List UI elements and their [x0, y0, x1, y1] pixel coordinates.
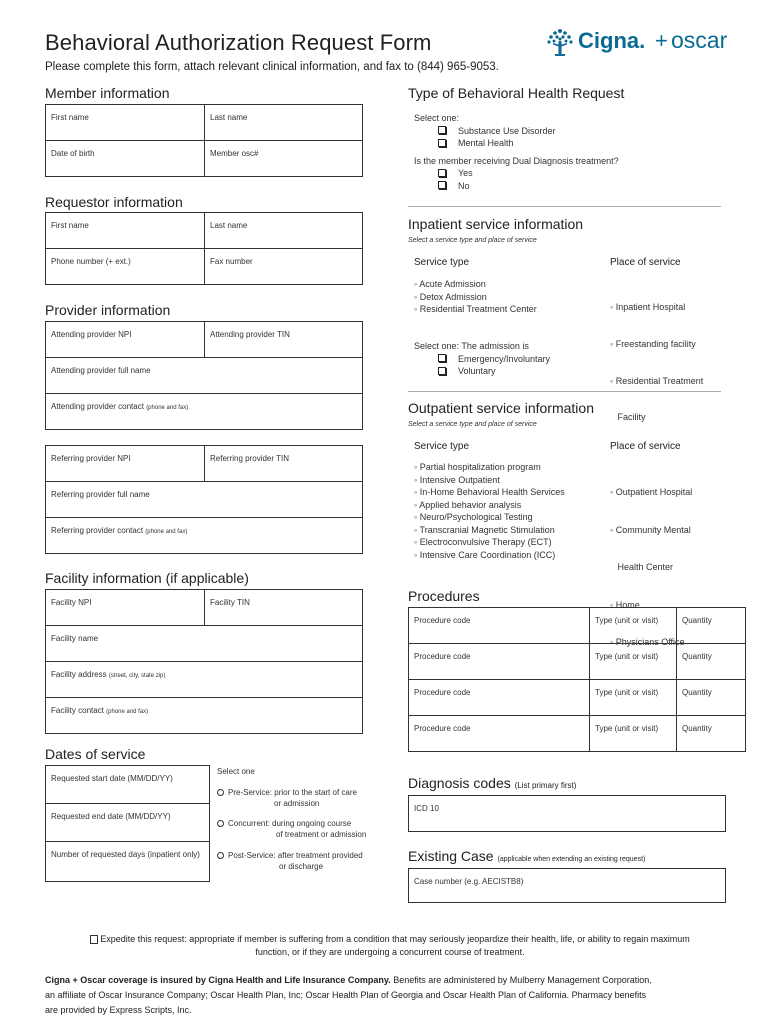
option-substance-use[interactable]: [414, 125, 619, 138]
procedure-code-field[interactable]: [409, 608, 590, 644]
tree-icon: [545, 27, 575, 59]
cigna-oscar-logo: [545, 25, 735, 61]
requestor-phone-field[interactable]: [46, 249, 205, 285]
outpatient-service-list: [414, 461, 565, 561]
option-voluntary[interactable]: [414, 365, 550, 378]
expedite-text-cont: function, or if they are undergoing a concurrent course of treatment.: [255, 947, 525, 957]
member-dob-field[interactable]: [46, 141, 205, 177]
place-residential-cont: Facility: [610, 412, 646, 423]
place-community-cont: Health Center: [610, 562, 674, 572]
label: Case number (e.g. AECISTB8): [414, 877, 524, 886]
heading-text: Existing Case: [408, 848, 494, 864]
legal-footer: [45, 973, 735, 1018]
label-note: (phone and fax): [145, 529, 188, 535]
label: Referring provider TIN: [210, 454, 289, 463]
label: Quantity: [682, 724, 712, 733]
label: First name: [51, 113, 89, 122]
member-heading: Member information: [45, 85, 170, 101]
provider-heading: Provider information: [45, 302, 171, 318]
label: Last name: [210, 113, 248, 122]
label: Facility address: [51, 670, 107, 679]
label: Type (unit or visit): [595, 652, 659, 661]
label: Attending provider TIN: [210, 330, 290, 339]
inpatient-place-list: [610, 277, 703, 436]
label: No: [458, 180, 470, 191]
existing-case-heading: [408, 848, 645, 864]
facility-contact-field[interactable]: [46, 698, 363, 734]
procedure-type-field[interactable]: [590, 644, 677, 680]
label-note: (phone and fax): [146, 405, 189, 411]
desc: during ongoing course: [272, 819, 352, 828]
service-neuro-testing[interactable]: ◦ Neuro/Psychological Testing: [414, 512, 533, 522]
requested-days-field[interactable]: [46, 842, 210, 882]
label: Type (unit or visit): [595, 724, 659, 733]
legal-text: are provided by Express Scripts, Inc.: [45, 1005, 192, 1015]
procedure-code-field[interactable]: [409, 680, 590, 716]
concurrent-option[interactable]: [217, 818, 366, 840]
label-note: (street, city, state zip): [108, 673, 166, 679]
label: Quantity: [682, 616, 712, 625]
label: Facility TIN: [210, 598, 250, 607]
facility-address-field[interactable]: [46, 662, 363, 698]
divider: [408, 206, 721, 207]
label-note: (phone and fax): [106, 709, 149, 715]
procedure-code-field[interactable]: [409, 716, 590, 752]
outpatient-note: Select a service type and place of service: [408, 421, 537, 428]
label: First name: [51, 221, 89, 230]
facility-npi-field[interactable]: [46, 590, 205, 626]
cigna-wordmark: Cigna.: [578, 28, 646, 53]
label: Pre-Service:: [228, 788, 273, 797]
service-aba[interactable]: ◦ Applied behavior analysis: [414, 499, 522, 510]
desc: or discharge: [279, 862, 324, 871]
attending-provider-table: [45, 321, 363, 430]
checkbox[interactable]: [438, 126, 446, 134]
attending-contact-field[interactable]: [46, 394, 363, 430]
place-home[interactable]: ◦ Home: [610, 599, 640, 610]
facility-name-field[interactable]: [46, 626, 363, 662]
label: Attending provider NPI: [51, 330, 132, 339]
oscar-wordmark: oscar: [671, 27, 728, 53]
label: Phone number (+ ext.): [51, 257, 131, 266]
legal-text: Benefits are administered by Mulberry Management Corporation,: [390, 975, 652, 985]
label: Attending provider full name: [51, 366, 151, 375]
legal-bold: Cigna + Oscar coverage is insured by Cigna Health and Life Insurance Company.: [45, 975, 391, 985]
procedures-table: [408, 607, 746, 752]
request-type-options: [414, 112, 619, 192]
procedure-quantity-field[interactable]: [677, 716, 746, 752]
requestor-fax-field[interactable]: [205, 249, 363, 285]
label: Requested end date (MM/DD/YY): [51, 812, 171, 821]
label: Procedure code: [414, 652, 471, 661]
place-physicians-office[interactable]: ◦ Physicians Office: [610, 637, 685, 647]
outpatient-place-heading: Place of service: [610, 441, 681, 452]
checkbox[interactable]: [438, 169, 446, 177]
member-first-name-field[interactable]: [46, 105, 205, 141]
label: Facility NPI: [51, 598, 92, 607]
dates-select-one: Select one: [217, 767, 255, 776]
existing-case-table: [408, 868, 726, 903]
service-acute[interactable]: ◦ Acute Admission: [414, 279, 486, 289]
option-yes[interactable]: [414, 167, 619, 180]
option-mental-health[interactable]: [414, 137, 619, 150]
request-type-heading: Type of Behavioral Health Request: [408, 85, 625, 101]
label: Attending provider contact: [51, 402, 144, 411]
attending-tin-field[interactable]: [205, 322, 363, 358]
option-no[interactable]: [414, 180, 619, 193]
requestor-last-name-field[interactable]: [205, 213, 363, 249]
dates-heading: Dates of service: [45, 746, 146, 762]
label: Procedure code: [414, 724, 471, 733]
referring-contact-field[interactable]: [46, 518, 363, 554]
service-tms[interactable]: ◦ Transcranial Magnetic Stimulation: [414, 524, 555, 535]
service-partial-hospitalization[interactable]: ◦ Partial hospitalization program: [414, 462, 541, 472]
admission-question: Select one: The admission is: [414, 341, 529, 351]
end-date-field[interactable]: [46, 804, 210, 842]
label: Procedure code: [414, 616, 471, 625]
label: Member osc#: [210, 149, 259, 158]
desc: after treatment provided: [277, 851, 363, 860]
procedures-heading: Procedures: [408, 588, 480, 604]
service-in-home[interactable]: ◦ In-Home Behavioral Health Services: [414, 487, 565, 497]
label: Yes: [458, 168, 473, 178]
label: Type (unit or visit): [595, 688, 659, 697]
place-freestanding[interactable]: ◦ Freestanding facility: [610, 339, 696, 350]
label: Type (unit or visit): [595, 616, 659, 625]
label: Procedure code: [414, 688, 471, 697]
inpatient-service-list: [414, 278, 537, 316]
expedite-checkbox[interactable]: [90, 935, 98, 944]
inpatient-note: Select a service type and place of service: [408, 237, 537, 244]
service-detox[interactable]: ◦ Detox Admission: [414, 291, 487, 302]
label: Substance Use Disorder: [458, 125, 556, 136]
label: Voluntary: [458, 366, 496, 376]
expedite-text: Expedite this request: appropriate if member is suffering from a condition that may seriously jeopardize their health, life, or ability to regain maximum: [100, 934, 690, 944]
procedure-type-field[interactable]: [590, 608, 677, 644]
label: Referring provider contact: [51, 526, 144, 535]
service-icc[interactable]: ◦ Intensive Care Coordination (ICC): [414, 549, 556, 560]
service-intensive-outpatient[interactable]: ◦ Intensive Outpatient: [414, 474, 500, 485]
inpatient-place-heading: Place of service: [610, 257, 681, 268]
form-instructions: Please complete this form, attach relevant clinical information, and fax to (844) 965-9053.: [45, 61, 499, 73]
procedure-quantity-field[interactable]: [677, 644, 746, 680]
procedure-quantity-field[interactable]: [677, 608, 746, 644]
option-emergency[interactable]: [414, 353, 550, 366]
dates-table: [45, 765, 210, 882]
page-title: Behavioral Authorization Request Form: [45, 30, 432, 55]
label: Number of requested days (inpatient only): [51, 850, 200, 859]
post-service-option[interactable]: [217, 850, 363, 872]
procedure-quantity-field[interactable]: [677, 680, 746, 716]
admission-options: [414, 340, 550, 378]
heading-note: (List primary first): [514, 781, 577, 790]
label: Fax number: [210, 257, 253, 266]
inpatient-heading: Inpatient service information: [408, 216, 584, 232]
requestor-heading: Requestor information: [45, 194, 183, 210]
desc: prior to the start of care: [274, 788, 357, 797]
procedure-type-field[interactable]: [590, 716, 677, 752]
diagnosis-table: [408, 795, 726, 832]
label: Post-Service:: [228, 851, 276, 860]
label: Facility name: [51, 634, 99, 643]
select-one-label: Select one:: [414, 113, 460, 123]
label: Referring provider full name: [51, 490, 150, 499]
member-last-name-field[interactable]: [205, 105, 363, 141]
procedure-type-field[interactable]: [590, 680, 677, 716]
heading-note: (applicable when extending an existing request): [497, 856, 646, 863]
pre-service-radio[interactable]: [217, 789, 224, 796]
checkbox[interactable]: [438, 354, 446, 362]
requestor-first-name-field[interactable]: [46, 213, 205, 249]
referring-npi-field[interactable]: [46, 446, 205, 482]
legal-text: an affiliate of Oscar Insurance Company; Oscar Health Plan, Inc; Oscar Health Plan of Georgia and Oscar Health Plan of California. Pharmacy benefits: [45, 990, 647, 1000]
label: Quantity: [682, 688, 712, 697]
inpatient-service-type-heading: Service type: [414, 257, 470, 268]
outpatient-service-type-heading: Service type: [414, 441, 470, 452]
referring-name-field[interactable]: [46, 482, 363, 518]
place-community-mental[interactable]: ◦ Community Mental: [610, 524, 691, 535]
dual-diagnosis-question: Is the member receiving Dual Diagnosis treatment?: [414, 155, 619, 166]
label: Mental Health: [458, 138, 514, 148]
post-service-radio[interactable]: [217, 852, 224, 859]
checkbox[interactable]: [438, 139, 446, 147]
facility-tin-field[interactable]: [205, 590, 363, 626]
divider: [408, 391, 721, 392]
attending-name-field[interactable]: [46, 358, 363, 394]
label: Last name: [210, 221, 248, 230]
referring-tin-field[interactable]: [205, 446, 363, 482]
checkbox[interactable]: [438, 367, 446, 375]
member-id-field[interactable]: [205, 141, 363, 177]
place-outpatient-hospital[interactable]: ◦ Outpatient Hospital: [610, 487, 693, 497]
outpatient-heading: Outpatient service information: [408, 400, 594, 416]
facility-table: [45, 589, 363, 734]
place-inpatient-hospital[interactable]: ◦ Inpatient Hospital: [610, 302, 686, 313]
place-residential[interactable]: ◦ Residential Treatment: [610, 375, 704, 386]
service-ect[interactable]: ◦ Electroconvulsive Therapy (ECT): [414, 537, 552, 547]
attending-npi-field[interactable]: [46, 322, 205, 358]
concurrent-radio[interactable]: [217, 820, 224, 827]
label: Date of birth: [51, 149, 95, 158]
label: Requested start date (MM/DD/YY): [51, 774, 173, 783]
service-residential[interactable]: ◦ Residential Treatment Center: [414, 304, 537, 314]
heading-text: Diagnosis codes: [408, 775, 511, 791]
facility-heading: Facility information (if applicable): [45, 570, 249, 586]
label: Facility contact: [51, 706, 104, 715]
procedure-code-field[interactable]: [409, 644, 590, 680]
member-table: [45, 104, 363, 177]
expedite-option: [45, 933, 735, 959]
logo-plus: +: [655, 28, 668, 53]
desc: of treatment or admission: [276, 830, 367, 839]
label: Quantity: [682, 652, 712, 661]
icd10-field[interactable]: [409, 796, 726, 832]
referring-provider-table: [45, 445, 363, 554]
checkbox[interactable]: [438, 181, 446, 189]
start-date-field[interactable]: [46, 766, 210, 804]
label: Concurrent:: [228, 819, 270, 828]
requestor-table: [45, 212, 363, 285]
diagnosis-heading: [408, 775, 576, 791]
label: Emergency/Involuntary: [458, 353, 551, 364]
desc: or admission: [274, 799, 320, 808]
pre-service-option[interactable]: [217, 787, 357, 809]
label: ICD 10: [414, 804, 439, 813]
case-number-field[interactable]: [409, 869, 726, 903]
label: Referring provider NPI: [51, 454, 131, 463]
